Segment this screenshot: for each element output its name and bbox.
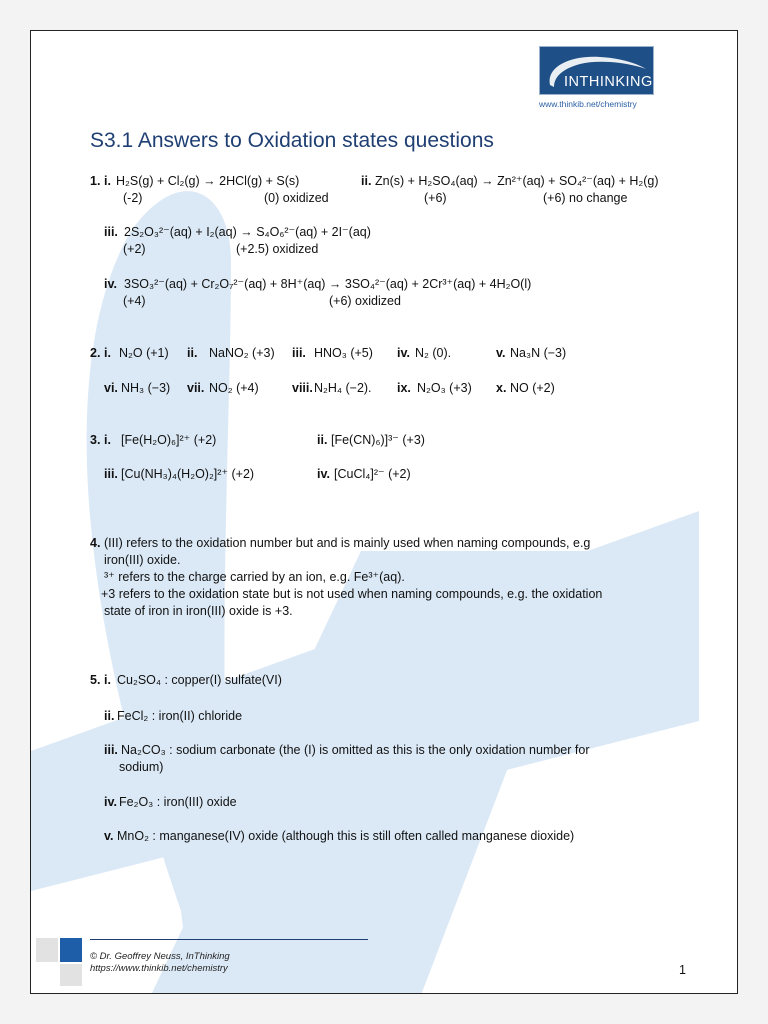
q2-item-text: NH₃ (−3) bbox=[121, 381, 171, 395]
q1-ii-ox-b: (+6) no change bbox=[543, 191, 628, 205]
page-title: S3.1 Answers to Oxidation states questions bbox=[90, 129, 494, 152]
footer-square-grey bbox=[36, 938, 58, 962]
q2-item-text: NO₂ (+4) bbox=[209, 381, 259, 395]
q5-item-label: v. bbox=[104, 829, 114, 843]
q2-item-text: NO (+2) bbox=[510, 381, 555, 395]
q3-item-label: iii. bbox=[104, 467, 118, 481]
q3-item-label: iv. bbox=[317, 467, 330, 481]
q2-item-label: vi. bbox=[104, 381, 118, 395]
footer-divider bbox=[90, 939, 368, 940]
q5-item-text-continued: sodium) bbox=[119, 760, 164, 774]
q3-item-label: i. bbox=[104, 433, 111, 447]
q2-item-text: NaNO₂ (+3) bbox=[209, 346, 275, 360]
footer-square-blue bbox=[60, 938, 82, 962]
q1-iii-equation: 2S₂O₃²⁻(aq) + I₂(aq) → S₄O₆²⁻(aq) + 2I⁻(aq) bbox=[124, 225, 371, 239]
logo-text: INTHINKING bbox=[564, 74, 653, 90]
q2-item-label: iii. bbox=[292, 346, 306, 360]
q2-item-label: i. bbox=[104, 346, 111, 360]
q1-i-equation: H₂S(g) + Cl₂(g) → 2HCl(g) + S(s) bbox=[116, 174, 300, 188]
q3-item-text: [CuCl₄]²⁻ (+2) bbox=[334, 467, 411, 481]
q5-item-text: Fe₂O₃ : iron(III) oxide bbox=[119, 795, 237, 809]
q1-i-label: i. bbox=[104, 174, 111, 188]
q1-iii-ox-a: (+2) bbox=[123, 242, 146, 256]
q1-i-ox-a: (-2) bbox=[123, 191, 143, 205]
q1-iii-label: iii. bbox=[104, 225, 118, 239]
q1-iv-label: iv. bbox=[104, 277, 117, 291]
q4-line: iron(III) oxide. bbox=[104, 553, 181, 567]
q1-iii-ox-b: (+2.5) oxidized bbox=[236, 242, 319, 256]
q2-item-label: ix. bbox=[397, 381, 411, 395]
q1-ii-equation: Zn(s) + H₂SO₄(aq) → Zn²⁺(aq) + SO₄²⁻(aq) + H₂(g) bbox=[375, 174, 659, 188]
q2-item-label: ii. bbox=[187, 346, 198, 360]
footer-square-grey bbox=[60, 964, 82, 986]
q2-item-text: Na₃N (−3) bbox=[510, 346, 567, 360]
q5-item-label: ii. bbox=[104, 709, 115, 723]
q2-item-text: HNO₃ (+5) bbox=[314, 346, 373, 360]
document-page bbox=[30, 30, 738, 994]
q2-item-text: N₂O (+1) bbox=[119, 346, 169, 360]
q3-item-label: ii. bbox=[317, 433, 328, 447]
q5-item-text: MnO₂ : manganese(IV) oxide (although this is still often called manganese dioxide) bbox=[117, 829, 575, 843]
q1-number: 1. bbox=[90, 174, 101, 188]
q5-item-label: i. bbox=[104, 673, 111, 687]
q3-item-text: [Fe(CN)₆)]³⁻ (+3) bbox=[331, 433, 425, 447]
q4-line: (III) refers to the oxidation number but and is mainly used when naming compounds, e.g bbox=[104, 536, 591, 550]
q3-item-text: [Cu(NH₃)₄(H₂O)₂]²⁺ (+2) bbox=[121, 467, 255, 481]
q3-item-text: [Fe(H₂O)₆]²⁺ (+2) bbox=[121, 433, 217, 447]
q5-item-label: iv. bbox=[104, 795, 117, 809]
q2-item-text: N₂H₄ (−2). bbox=[314, 381, 372, 395]
q5-item-text: FeCl₂ : iron(II) chloride bbox=[117, 709, 243, 723]
q2-item-label: v. bbox=[496, 346, 506, 360]
inthinking-logo bbox=[539, 46, 654, 95]
q1-iv-equation: 3SO₃²⁻(aq) + Cr₂O₇²⁻(aq) + 8H⁺(aq) → 3SO₄²⁻(aq) + 2Cr³⁺(aq) + 4H₂O(l) bbox=[124, 277, 532, 291]
q3-number: 3. bbox=[90, 433, 101, 447]
q2-item-label: vii. bbox=[187, 381, 205, 395]
q2-item-label: iv. bbox=[397, 346, 410, 360]
header-url: www.thinkib.net/chemistry bbox=[539, 99, 637, 109]
footer-url[interactable]: https://www.thinkib.net/chemistry bbox=[90, 963, 228, 974]
q1-ii-label: ii. bbox=[361, 174, 372, 188]
q2-item-text: N₂O₃ (+3) bbox=[417, 381, 472, 395]
q1-iv-ox-a: (+4) bbox=[123, 294, 146, 308]
q5-number: 5. bbox=[90, 673, 101, 687]
q4-line: +3 refers to the oxidation state but is not used when naming compounds, e.g. the oxidation bbox=[101, 587, 603, 601]
page-number: 1 bbox=[679, 963, 686, 977]
q2-item-label: x. bbox=[496, 381, 507, 395]
q5-item-text: Na₂CO₃ : sodium carbonate (the (I) is omitted as this is the only oxidation number for bbox=[121, 743, 590, 757]
q4-number: 4. bbox=[90, 536, 101, 550]
q2-item-label: viii. bbox=[292, 381, 313, 395]
q2-number: 2. bbox=[90, 346, 101, 360]
q1-ii-ox-a: (+6) bbox=[424, 191, 447, 205]
footer-author: © Dr. Geoffrey Neuss, InThinking bbox=[90, 951, 230, 962]
q2-item-text: N₂ (0). bbox=[415, 346, 452, 360]
q5-item-text: Cu₂SO₄ : copper(I) sulfate(VI) bbox=[117, 673, 282, 687]
q1-i-ox-b: (0) oxidized bbox=[264, 191, 329, 205]
q5-item-label: iii. bbox=[104, 743, 118, 757]
q1-iv-ox-b: (+6) oxidized bbox=[329, 294, 401, 308]
q4-line: state of iron in iron(III) oxide is +3. bbox=[104, 604, 293, 618]
q4-line: ³⁺ refers to the charge carried by an ion, e.g. Fe³⁺(aq). bbox=[104, 570, 405, 584]
